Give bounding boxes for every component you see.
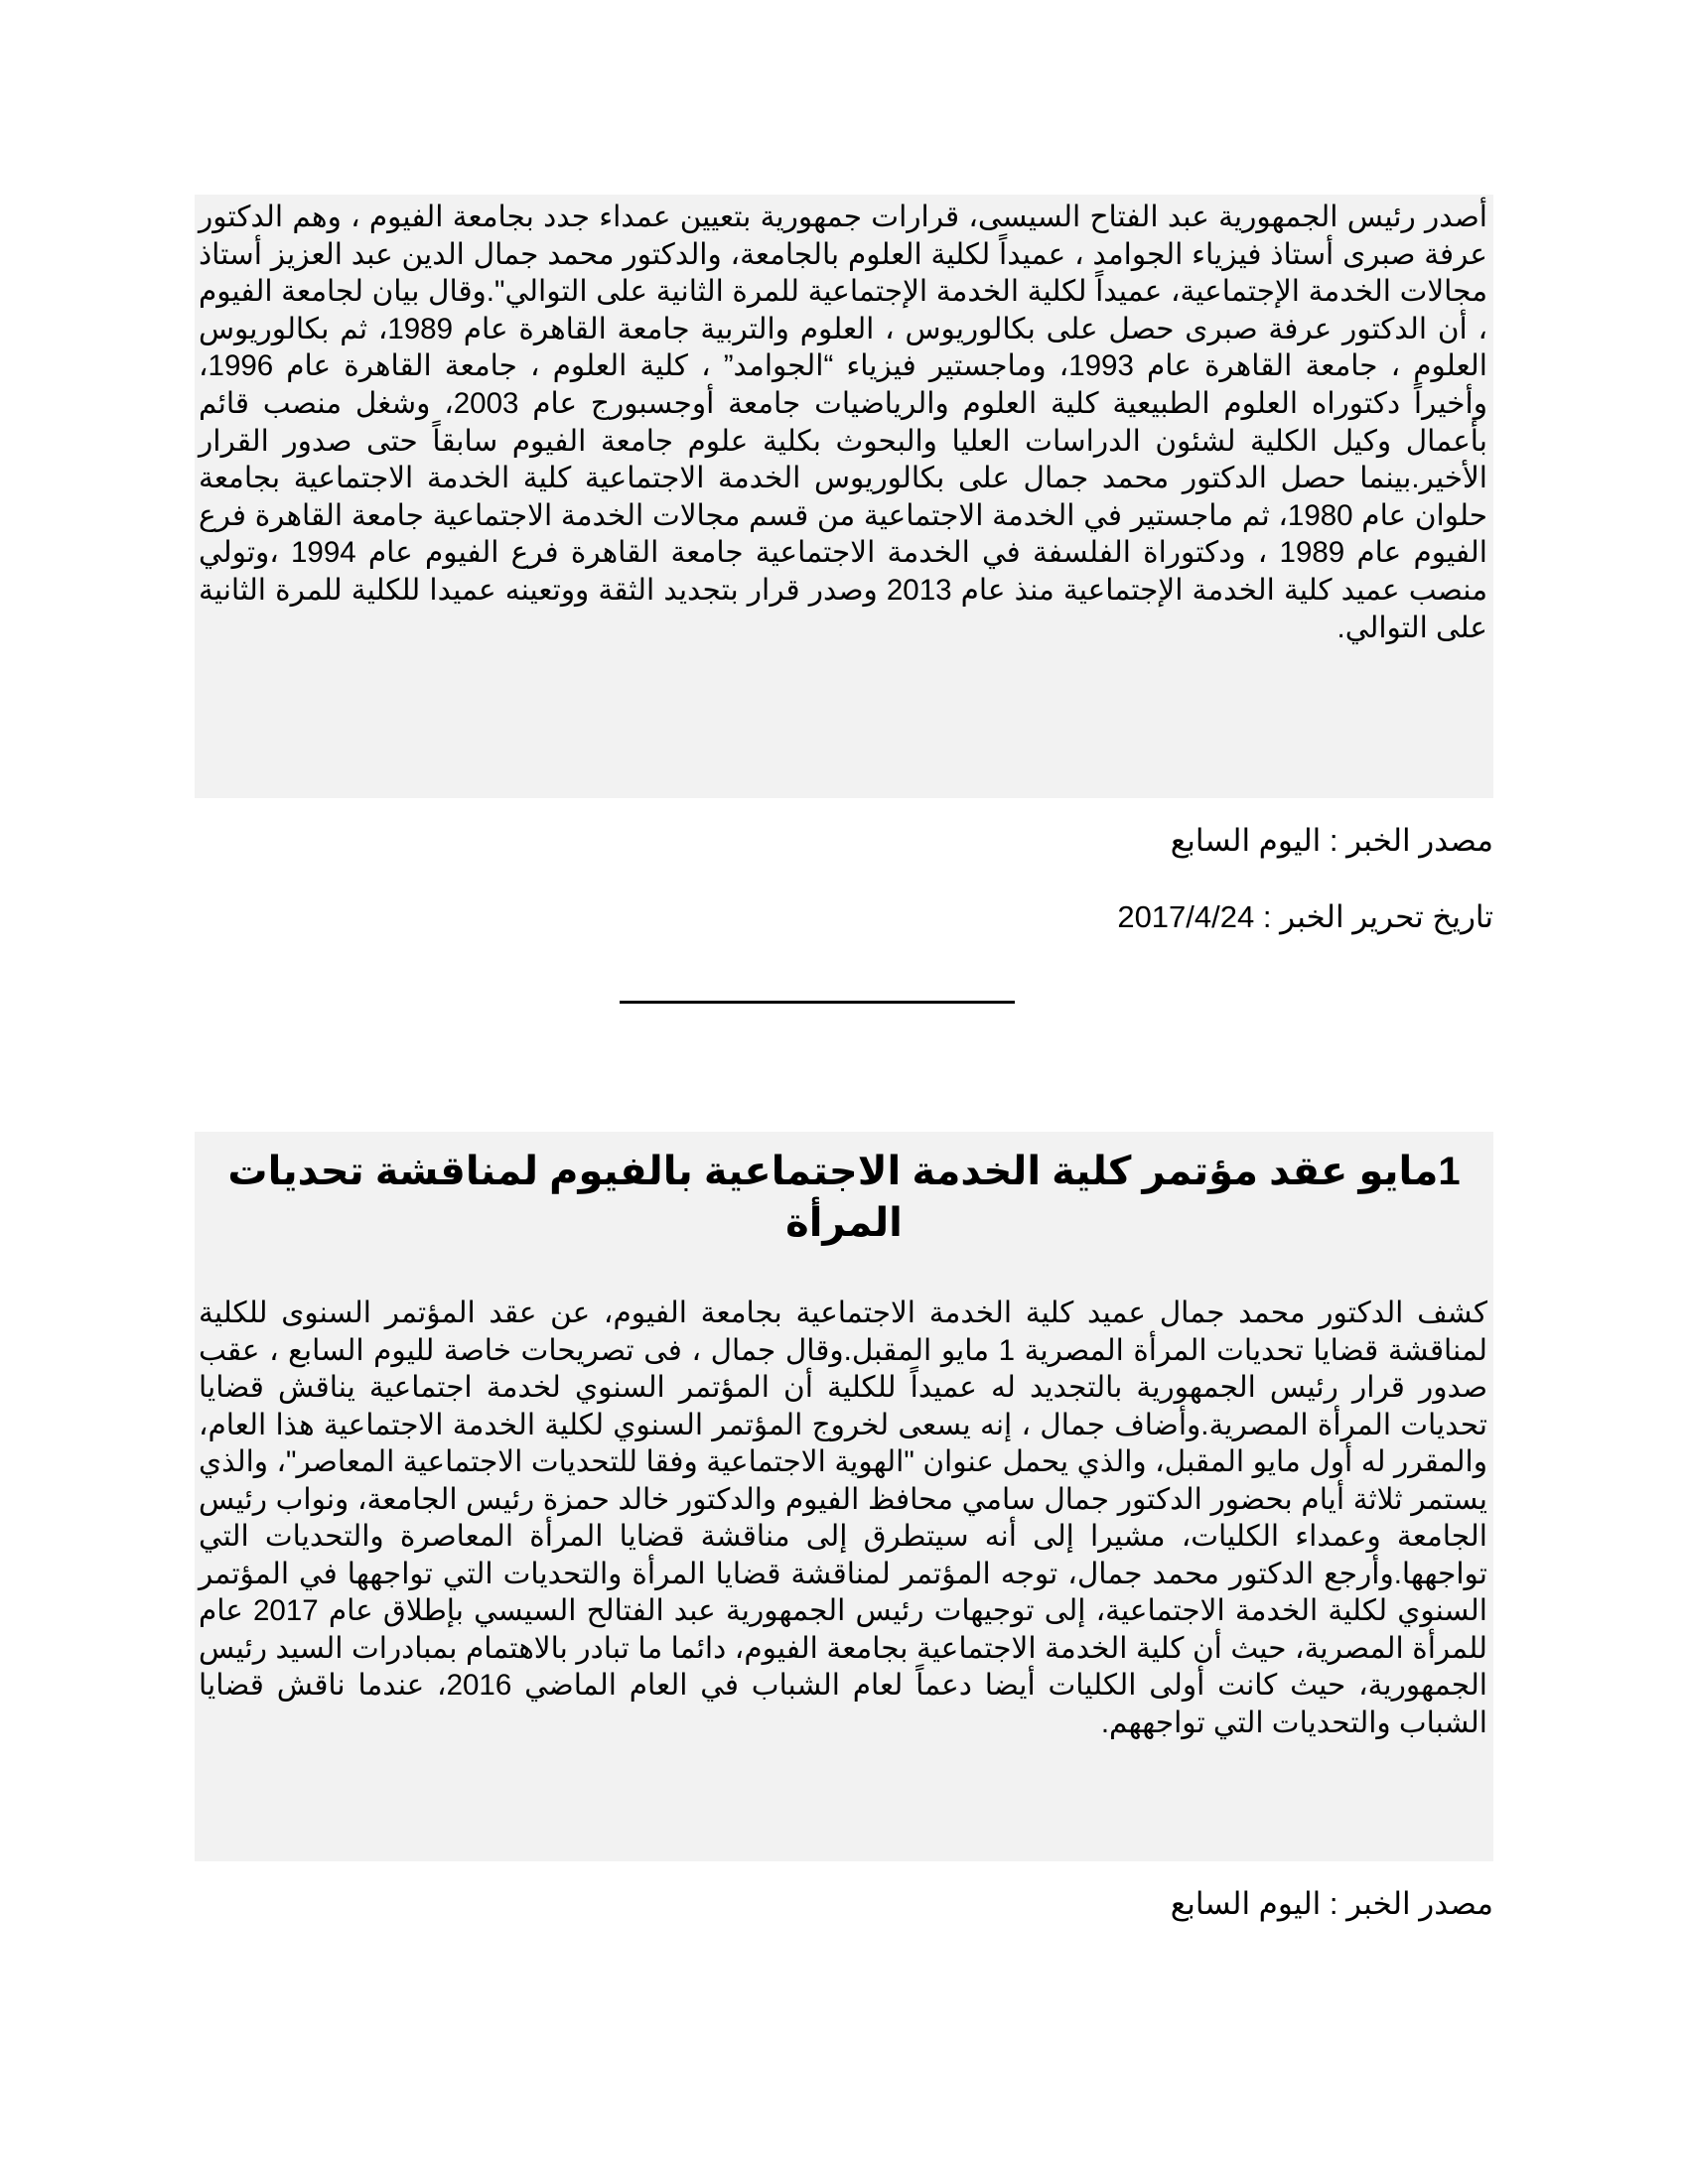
article-1-source: مصدر الخبر : اليوم السابع xyxy=(1170,823,1493,858)
article-separator xyxy=(620,1001,1015,1004)
article-2-source: مصدر الخبر : اليوم السابع xyxy=(1170,1886,1493,1921)
article-2-body-text: كشف الدكتور محمد جمال عميد كلية الخدمة الاجتماعية بجامعة الفيوم، عن عقد المؤتمر السنوى للكلية لمناقشة قضايا تحديات المرأة المصرية 1 مايو المقبل.وقال جمال ، فى تصريحات خاصة لليوم السابع ، عقب صدور قرار رئيس الجمهورية بالتجديد له عميداً للكلية أن المؤتمر السنوي لخدمة اجتماعية يناقش قضايا تحديات المرأة المصرية.وأضاف جمال ، إنه يسعى لخروج المؤتمر السنوي لكلية الخدمة الاجتماعية هذا العام، والمقرر له أول مايو المقبل، والذي يحمل عنوان "الهوية الاجتماعية وفقا للتحديات الاجتماعية المعاصر"، والذي يستمر ثلاثة أيام بحضور الدكتور جمال سامي محافظ الفيوم والدكتور خالد حمزة رئيس الجامعة، ونواب رئيس الجامعة وعمداء الكليات، مشيرا إلى أنه سيتطرق إلى مناقشة قضايا المرأة المعاصرة والتحديات التي تواجهها.وأرجع الدكتور محمد جمال، توجه المؤتمر لمناقشة قضايا المرأة والتحديات التي تواجهها في المؤتمر السنوي لكلية الخدمة الاجتماعية، إلى توجيهات رئيس الجمهورية عبد الفتالح السيسي بإطلاق عام 2017 عام للمرأة المصرية، حيث أن كلية الخدمة الاجتماعية بجامعة الفيوم، دائما ما تبادر بالاهتمام بمبادرات السيد رئيس الجمهورية، حيث كانت أولى الكليات أيضا دعماً لعام الشباب في العام الماضي 2016، عندما ناقش قضايا الشباب والتحديات التي تواجههم. xyxy=(199,1297,1488,1739)
article-1-date: تاريخ تحرير الخبر : 2017/4/24 xyxy=(1117,899,1493,934)
article-2-headline: 1مايو عقد مؤتمر كلية الخدمة الاجتماعية بالفيوم لمناقشة تحديات المرأة xyxy=(227,1150,1461,1245)
article-1-body-block xyxy=(195,195,1493,798)
article-1-body-text: أصدر رئيس الجمهورية عبد الفتاح السيسى، قرارات جمهورية بتعيين عمداء جدد بجامعة الفيوم ، وهم الدكتور عرفة صبرى أستاذ فيزياء الجوامد ، عميداً لكلية العلوم بالجامعة، والدكتور محمد جمال الدين عبد العزيز أستاذ مجالات الخدمة الإجتماعية، عميداً لكلية الخدمة الإجتماعية للمرة الثانية على التوالي".وقال بيان لجامعة الفيوم ، أن الدكتور عرفة صبرى حصل على بكالوريوس ، العلوم والتربية جامعة القاهرة عام 1989، ثم بكالوريوس العلوم ، جامعة القاهرة عام 1993، وماجستير فيزياء “الجوامد” ، كلية العلوم ، جامعة القاهرة عام 1996، وأخيراً دكتوراه العلوم الطبيعية كلية العلوم والرياضيات جامعة أوجسبورج عام 2003، وشغل منصب قائم بأعمال وكيل الكلية لشئون الدراسات العليا والبحوث بكلية علوم جامعة الفيوم سابقاً حتى صدور القرار الأخير.بينما حصل الدكتور محمد جمال على بكالوريوس الخدمة الاجتماعية كلية الخدمة الاجتماعية بجامعة حلوان عام 1980، ثم ماجستير في الخدمة الاجتماعية من قسم مجالات الخدمة الاجتماعية جامعة القاهرة فرع الفيوم عام 1989 ، ودكتوراة الفلسفة في الخدمة الاجتماعية جامعة القاهرة فرع الفيوم عام 1994 ،وتولي منصب عميد كلية الخدمة الإجتماعية منذ عام 2013 وصدر قرار بتجديد الثقة ووتعينه عميدا للكلية للمرة الثانية على التوالي. xyxy=(199,201,1488,644)
article-2-block xyxy=(195,1132,1493,1861)
